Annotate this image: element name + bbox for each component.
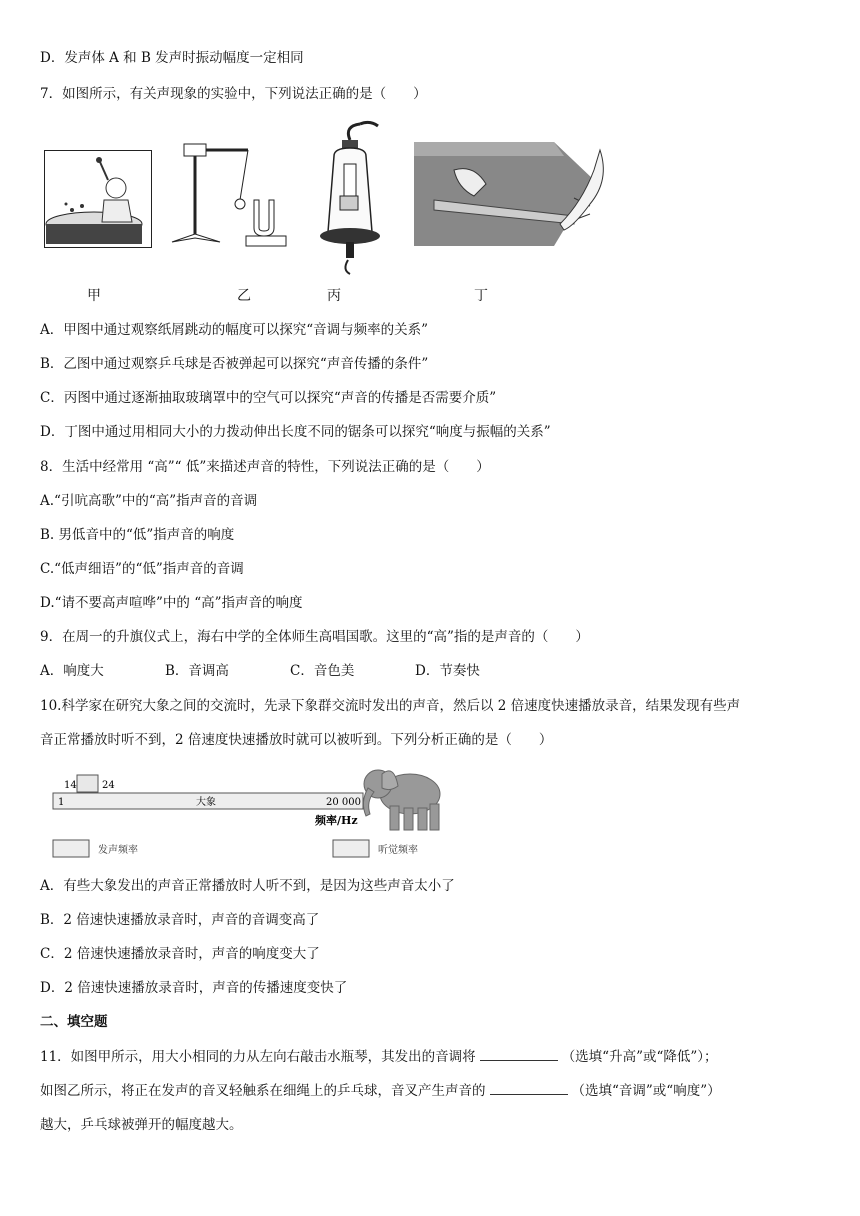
q6-option-d: D．发声体 A 和 B 发声时振动幅度一定相同 — [40, 50, 304, 66]
caption-yi: 乙 — [237, 288, 251, 304]
caption-jia: 甲 — [87, 288, 101, 304]
figure-bing-bell-jar — [320, 120, 382, 275]
q7-option-b: B．乙图中通过观察乒乓球是否被弹起可以探究“声音传播的条件” — [40, 356, 429, 372]
q8-option-d: D.“请不要高声喧哗”中的 “高”指声音的响度 — [40, 595, 303, 611]
fig-label-20000: 20 000 — [326, 797, 361, 808]
q8-stem: 8．生活中经常用 “高”“ 低”来描述声音的特性，下列说法正确的是（ ） — [40, 459, 490, 475]
q7-option-a: A．甲图中通过观察纸屑跳动的幅度可以探究“音调与频率的关系” — [40, 322, 429, 338]
q8-option-c: C.“低声细语”的“低”指声音的音调 — [40, 561, 244, 577]
q7-option-d: D．丁图中通过用相同大小的力拨动伸出长度不同的锯条可以探究“响度与振幅的关系” — [40, 424, 551, 440]
caption-ding: 丁 — [474, 288, 488, 304]
caption-bing: 丙 — [327, 288, 341, 304]
fig-axis-label: 频率/Hz — [315, 814, 358, 827]
q11-line2 — [40, 1082, 721, 1100]
q8-option-a: A.“引吭高歌”中的“高”指声音的音调 — [40, 493, 258, 509]
figure-ding-saw-blade — [414, 140, 612, 246]
figure-elephant-frequency — [50, 758, 450, 860]
q7-stem: 7．如图所示，有关声现象的实验中，下列说法正确的是（ ） — [40, 86, 427, 102]
q7-option-c: C．丙图中通过逐渐抽取玻璃罩中的空气可以探究“声音的传播是否需要介质” — [40, 390, 497, 406]
q11-part2: （选填“升高”或“降低”）； — [561, 1049, 718, 1065]
q10-option-c: C．2 倍速快速播放录音时，声音的响度变大了 — [40, 946, 320, 962]
q11-part1: 11．如图甲所示，用大小相同的力从左向右敲击水瓶琴，其发出的音调将 — [40, 1049, 476, 1065]
q9-option-a: A．响度大 — [40, 663, 104, 679]
section-fill-in-blank: 二、填空题 — [40, 1014, 108, 1030]
figure-jia-drum — [44, 150, 152, 248]
q9-option-d: D．节奏快 — [415, 663, 480, 679]
legend-hear-frequency: 听觉频率 — [378, 845, 418, 856]
legend-emit-frequency: 发声频率 — [98, 845, 138, 856]
elephant-icon — [363, 770, 440, 830]
q11-blank-1[interactable] — [480, 1048, 558, 1061]
fig-label-1: 1 — [58, 797, 65, 808]
q11-line1 — [40, 1048, 718, 1066]
q10-stem-line1: 10.科学家在研究大象之间的交流时，先录下象群交流时发出的声音，然后以 2 倍速度快速播放录音，结果发现有些声 — [40, 698, 741, 714]
fig-label-elephant: 大象 — [196, 797, 216, 808]
q11-blank-2[interactable] — [490, 1082, 568, 1095]
q11-line3: 越大，乒乓球被弹开的幅度越大。 — [40, 1117, 243, 1133]
q9-options — [40, 662, 540, 680]
q10-stem-line2: 音正常播放时听不到，2 倍速度快速播放时就可以被听到。下列分析正确的是（ ） — [40, 732, 553, 748]
fig-label-24: 24 — [102, 780, 115, 791]
q9-option-c: C．音色美 — [290, 663, 355, 679]
q8-option-b: B. 男低音中的“低”指声音的响度 — [40, 527, 235, 543]
q10-option-b: B．2 倍速快速播放录音时，声音的音调变高了 — [40, 912, 320, 928]
q9-option-b: B．音调高 — [165, 663, 229, 679]
q11-part4: （选填“音调”或“响度”） — [571, 1083, 721, 1099]
q9-stem: 9．在周一的升旗仪式上，海右中学的全体师生高唱国歌。这里的“高”指的是声音的（ ） — [40, 629, 589, 645]
q10-option-a: A．有些大象发出的声音正常播放时人听不到，是因为这些声音太小了 — [40, 878, 455, 894]
figure-yi-tuning-fork — [168, 138, 308, 250]
fig-label-14: 14 — [64, 780, 77, 791]
q11-part3: 如图乙所示，将正在发声的音叉轻触系在细绳上的乒乓球，音叉产生声音的 — [40, 1083, 486, 1099]
q10-option-d: D．2 倍速快速播放录音时，声音的传播速度变快了 — [40, 980, 348, 996]
